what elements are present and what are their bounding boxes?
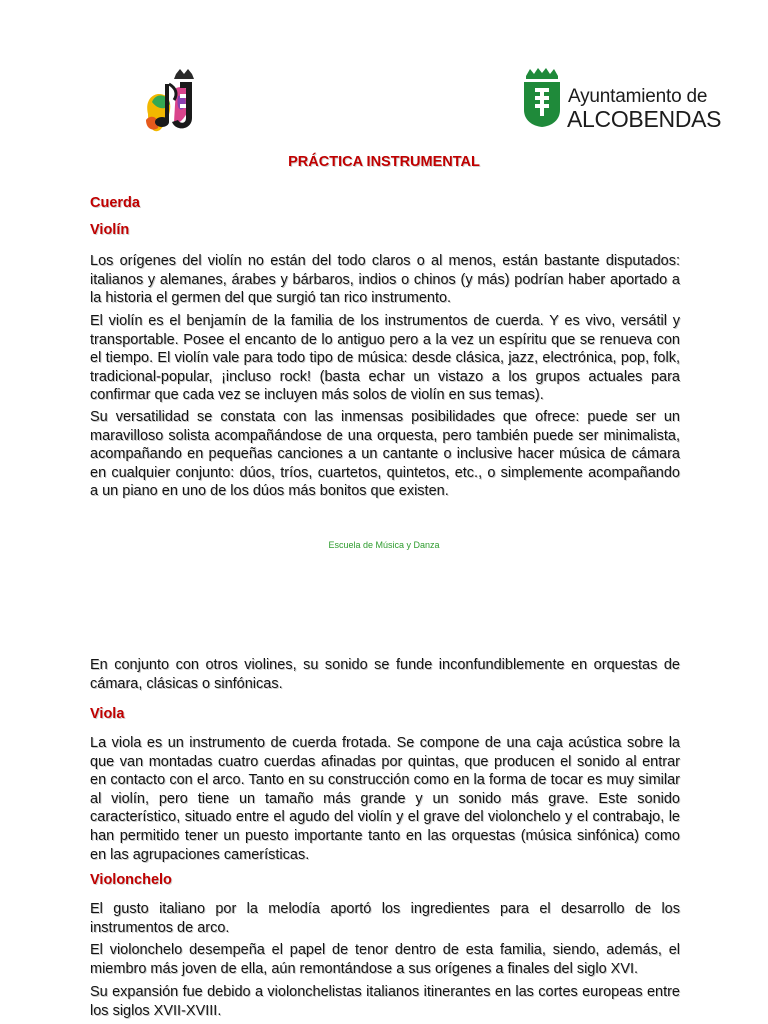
music-school-logo-icon (140, 68, 204, 140)
violonchelo-paragraph-2: El violonchelo desempeña el papel de tenor dentro de esta familia, siendo, además, el miembro más joven de ella, aún remontándose a sus orígenes a finales del siglo XVI. (90, 942, 680, 977)
heading-violonchelo: Violonchelo (90, 872, 172, 888)
violin-paragraph-2: El violín es el benjamín de la familia de los instrumentos de cuerda. Y es vivo, versátil y transportable. Posee el encanto de lo antiguo pero a la vez un espíritu que se renueva con el tiempo. El violín vale para todo tipo de música: desde clásica, jazz, electrónica, pop, folk, tradicional-popular, ¡incluso rock! (basta echar un vistazo a los grupos actuales para confirmar que cada vez se incluyen más solos de violín en sus temas). (90, 313, 680, 404)
section-heading-cuerda: Cuerda (90, 195, 140, 211)
ayuntamiento-logo (522, 66, 722, 132)
logo-text-line1: Ayuntamiento de (568, 86, 708, 107)
logo-text-line2: ALCOBENDAS (567, 106, 722, 132)
violin-paragraph-1: Los orígenes del violín no están del todo claros o al menos, están bastante disputados: italianos y alemanes, árabes y bárbaros, indios o chinos (y más) podrían haber aportado a la historia el germen del que surgió tan rico instrumento. (90, 253, 680, 307)
page-title: PRÁCTICA INSTRUMENTAL (288, 154, 480, 170)
ayuntamiento-emblem-icon (522, 66, 562, 128)
heading-viola: Viola (90, 706, 125, 722)
violonchelo-paragraph-1: El gusto italiano por la melodía aportó los ingredientes para el desarrollo de los instrumentos de arco. (90, 901, 680, 936)
violin-paragraph-4: En conjunto con otros violines, su sonido se funde inconfundiblemente en orquestas de cámara, clásicas o sinfónicas. (90, 657, 680, 692)
violonchelo-paragraph-3: Su expansión fue debido a violonchelistas italianos itinerantes en las cortes europeas entre los siglos XVII-XVIII. (90, 984, 680, 1019)
violin-paragraph-3: Su versatilidad se constata con las inmensas posibilidades que ofrece: puede ser un maravilloso solista acompañándose de una orquesta, pero también puede ser minimalista, acompañando en pequeñas canciones a un cantante o inclusive hacer música de cámara en cualquier conjunto: dúos, tríos, cuartetos, quintetos, etc., o simplemente acompañando a un piano en uno de los dúos más bonitos que existen. (90, 409, 680, 500)
viola-paragraph-1: La viola es un instrumento de cuerda frotada. Se compone de una caja acústica sobre la que van montadas cuatro cuerdas afinadas por quintas, que producen el sonido al entrar en contacto con el arco. Tanto en su construcción como en la forma de tocar es muy similar al violín, pero tiene un tamaño más grande y un sonido más grave. Este sonido característico, situado entre el agudo del violín y el grave del violonchelo y el contrabajo, le han permitido tener un puesto importante tanto en las orquestas (música sinfónica) como en las agrupaciones camerísticas. (90, 735, 680, 863)
image-caption: Escuela de Música y Danza (328, 540, 440, 550)
heading-violin: Violín (90, 222, 130, 238)
